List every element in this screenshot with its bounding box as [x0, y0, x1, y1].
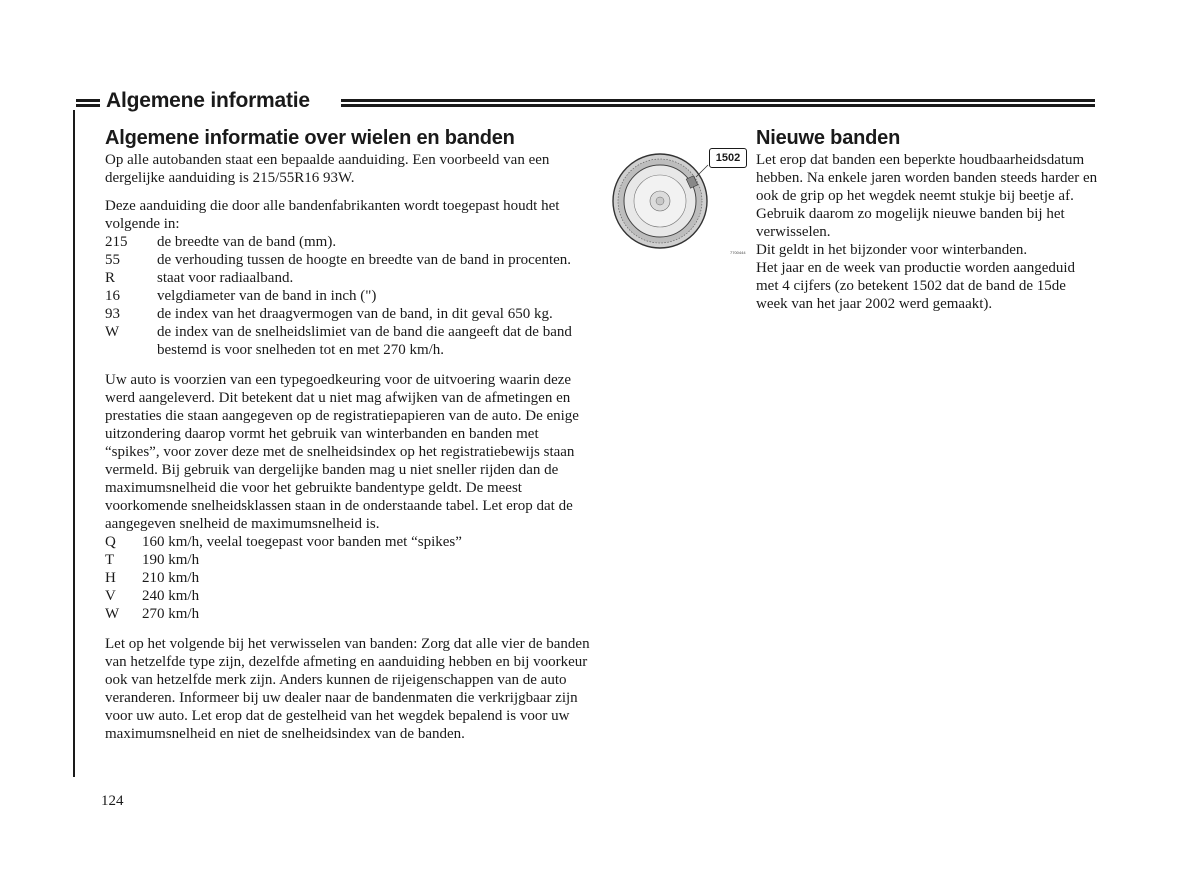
legend-row — [105, 233, 595, 251]
approval-paragraph: Uw auto is voorzien van een typegoedkeuring voor de uitvoering waarin deze werd aangeleverd. Dit betekent dat u niet mag afwijken van de afmetingen en prestaties die staan aangegeven op de registratiepapieren van de auto. De enige uitzondering daarop vormt het gebruik van winterbanden en banden met “spikes”, voor zover deze met de snelheidsindex op het registratiebewijs staan vermeld. Bij gebruik van dergelijke banden mag u niet sneller rijden dan de maximumsnelheid die voor het gebruikte bandentype geldt. De meest voorkomende snelheidsklassen staan in de onderstaande tabel. Let erop dat de aangegeven snelheid de maximumsnelheid is. — [105, 372, 579, 532]
speed-row — [105, 569, 595, 587]
speed-text: 160 km/h, veelal toegepast voor banden met “spikes” — [142, 534, 462, 550]
left-column — [105, 125, 595, 743]
right-column — [756, 125, 1101, 313]
legend-key: 93 — [105, 306, 120, 322]
header-rule-left — [76, 99, 100, 107]
speed-class-list — [105, 533, 595, 623]
speed-text: 210 km/h — [142, 570, 200, 586]
speed-text: 240 km/h — [142, 588, 200, 604]
legend-text: de index van het draagvermogen van de band, in dit geval 650 kg. — [157, 306, 553, 322]
speed-row — [105, 533, 595, 551]
legend-key: 55 — [105, 252, 120, 268]
speed-key: W — [105, 606, 120, 622]
legend-intro: Deze aanduiding die door alle bandenfabrikanten wordt toegepast houdt het volgende in: — [105, 198, 560, 232]
right-heading: Nieuwe banden — [756, 127, 901, 149]
speed-row — [105, 551, 595, 569]
speed-key: T — [105, 552, 115, 568]
speed-key: V — [105, 588, 116, 604]
changing-paragraph: Let op het volgende bij het verwisselen van banden: Zorg dat alle vier de banden van hetzelfde type zijn, dezelfde afmeting en aanduiding hebben en bij voorkeur ook van hetzelfde merk zijn. Anders kunnen de rijeigenschappen van de auto veranderen. Informeer bij uw dealer naar de bandenmaten die verkrijgbaar zijn voor uw auto. Let erop dat de gestelheid van het wegdek bepalend is voor uw maximumsnelheid en niet de snelheidsindex van de banden. — [105, 636, 590, 742]
legend-text: velgdiameter van de band in inch (") — [157, 288, 377, 304]
production-date-paragraph: Het jaar en de week van productie worden aangeduid met 4 cijfers (zo betekent 1502 dat de band de 15de week van het jaar 2002 werd gemaakt). — [756, 260, 1076, 312]
speed-key: Q — [105, 534, 116, 550]
speed-text: 270 km/h — [142, 606, 200, 622]
legend-text: de breedte van de band (mm). — [157, 234, 337, 250]
figure-code: 7700444 — [730, 250, 746, 255]
legend-row — [105, 305, 595, 323]
legend-row — [105, 251, 595, 269]
tire-code-legend — [105, 233, 595, 359]
legend-key: 215 — [105, 234, 128, 250]
page-number: 124 — [101, 793, 124, 809]
speed-row — [105, 587, 595, 605]
tire-illustration — [612, 143, 752, 263]
winter-tires-note: Dit geldt in het bijzonder voor winterbanden. — [756, 242, 1028, 258]
header-rule-right — [341, 99, 1095, 107]
legend-text: de index van de snelheidslimiet van de band die aangeeft dat de band bestemd is voor snelheden tot en met 270 km/h. — [157, 324, 572, 358]
speed-key: H — [105, 570, 116, 586]
margin-rule — [73, 110, 75, 777]
legend-text: staat voor radiaalband. — [157, 270, 294, 286]
new-tires-paragraph: Let erop dat banden een beperkte houdbaarheidsdatum hebben. Na enkele jaren worden banden steeds harder en ook de grip op het wegdek neemt stukje bij beetje af. Gebruik daarom zo mogelijk nieuwe banden bij het verwisselen. — [756, 152, 1098, 240]
legend-key: R — [105, 270, 116, 286]
legend-key: W — [105, 324, 120, 340]
legend-key: 16 — [105, 288, 120, 304]
speed-text: 190 km/h — [142, 552, 200, 568]
legend-row — [105, 323, 595, 359]
tire-icon — [612, 143, 712, 263]
dot-code-tag: 1502 — [709, 148, 747, 168]
intro-paragraph: Op alle autobanden staat een bepaalde aanduiding. Een voorbeeld van een dergelijke aanduiding is 215/55R16 93W. — [105, 152, 550, 186]
left-heading: Algemene informatie over wielen en banden — [105, 127, 515, 149]
speed-row — [105, 605, 595, 623]
legend-row — [105, 287, 595, 305]
section-title: Algemene informatie — [106, 89, 310, 112]
legend-text: de verhouding tussen de hoogte en breedte van de band in procenten. — [157, 252, 572, 268]
legend-row — [105, 269, 595, 287]
